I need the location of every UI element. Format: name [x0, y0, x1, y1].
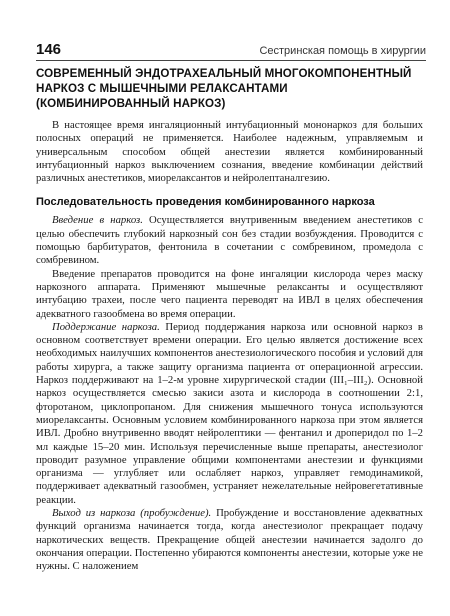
paragraph-induction: [36, 214, 423, 267]
intro-paragraph: В настоящее время ингаляционный интубационный мононаркоз для больших полосных операций не применяется. Наиболее надежным, управляемым и универсальным способом общей анестезии является комбинированный интубационный наркоз выключением сознания, введение комбинации действий различных анестетиков, миорелаксантов и нейролептаналгезию.: [36, 119, 423, 185]
paragraph-lead: Введение в наркоз.: [52, 214, 143, 227]
page-content: [36, 66, 423, 574]
paragraph-maintenance: [36, 321, 423, 507]
paragraph-awakening: [36, 507, 423, 573]
paragraph-oxygen: [36, 268, 423, 321]
paragraph-lead: Поддержание наркоза.: [52, 320, 160, 333]
running-header: [36, 38, 426, 61]
paragraph-text: Введение препаратов проводится на фоне ингаляции кислорода через маску наркозного аппарата. Применяют мышечные релаксанты и осуществляют интубацию трахеи, после чего пациента переводят на ИВЛ в целях обеспечения адекватного газообмена во время операции.: [36, 267, 423, 320]
paragraph-text: Период поддержания наркоза или основной наркоз в основном соответствует времени операции. Его целью является достижение всех необходимых наилучших компонентов анестезиологического пособия и условий для работы хирурга, а также защиту организма пациента от операционной агрессии. Наркоз поддерживают на 1–2-м уровне хирургической стадии (III₁–III₂). Основной наркоз осуществляется смесью закиси азота и кислорода в соотношении 2:1, фторотаном, циклопропаном. Для снижения мышечного тонуса используются миорелаксанты. Основным условием комбинированного наркоза при этом является ИВЛ. Дробно внутривенно вводят нейролептики — фентанил и дроперидол по 1–2 мл каждые 15–20 мин. Используя перечисленные выше препараты, анестезиолог проводит разумное управление общими компонентами анестезии и функциями организма — углубляет или ослабляет наркоз, управляет гемодинамикой, поддерживает адекватный газообмен, устраняет нежелательные нейровегетативные реакции.: [36, 320, 423, 506]
page-number: 146: [36, 41, 62, 58]
running-title: Сестринская помощь в хирургии: [259, 45, 426, 57]
section-title: Последовательность проведения комбинированного наркоза: [36, 196, 375, 209]
paragraph-text: Осуществляется внутривенным введением анестетиков с целью обеспечить глубокий наркозный сон без стадии возбуждения. Проводится с помощью барбитуратов, фентонила в сочетании с сомбревином, промедола с сомбревином.: [36, 214, 423, 267]
paragraph-text: Пробуждение и восстановление адекватных функций организма начинается тогда, когда анестезиолог прекращает подачу наркотических веществ. Прекращение общей анестезии начинается задолго до окончания операции. Постепенно убираются компоненты анестезии, которые уже не нужны. С наложением: [36, 507, 423, 573]
paragraph-lead: Выход из наркоза (пробуждение).: [52, 507, 212, 520]
chapter-title: СОВРЕМЕННЫЙ ЭНДОТРАХЕАЛЬНЫЙ МНОГОКОМПОНЕНТНЫЙ НАРКОЗ С МЫШЕЧНЫМИ РЕЛАКСАНТАМИ (КОМБИНИРОВАННЫЙ НАРКОЗ): [36, 67, 412, 110]
